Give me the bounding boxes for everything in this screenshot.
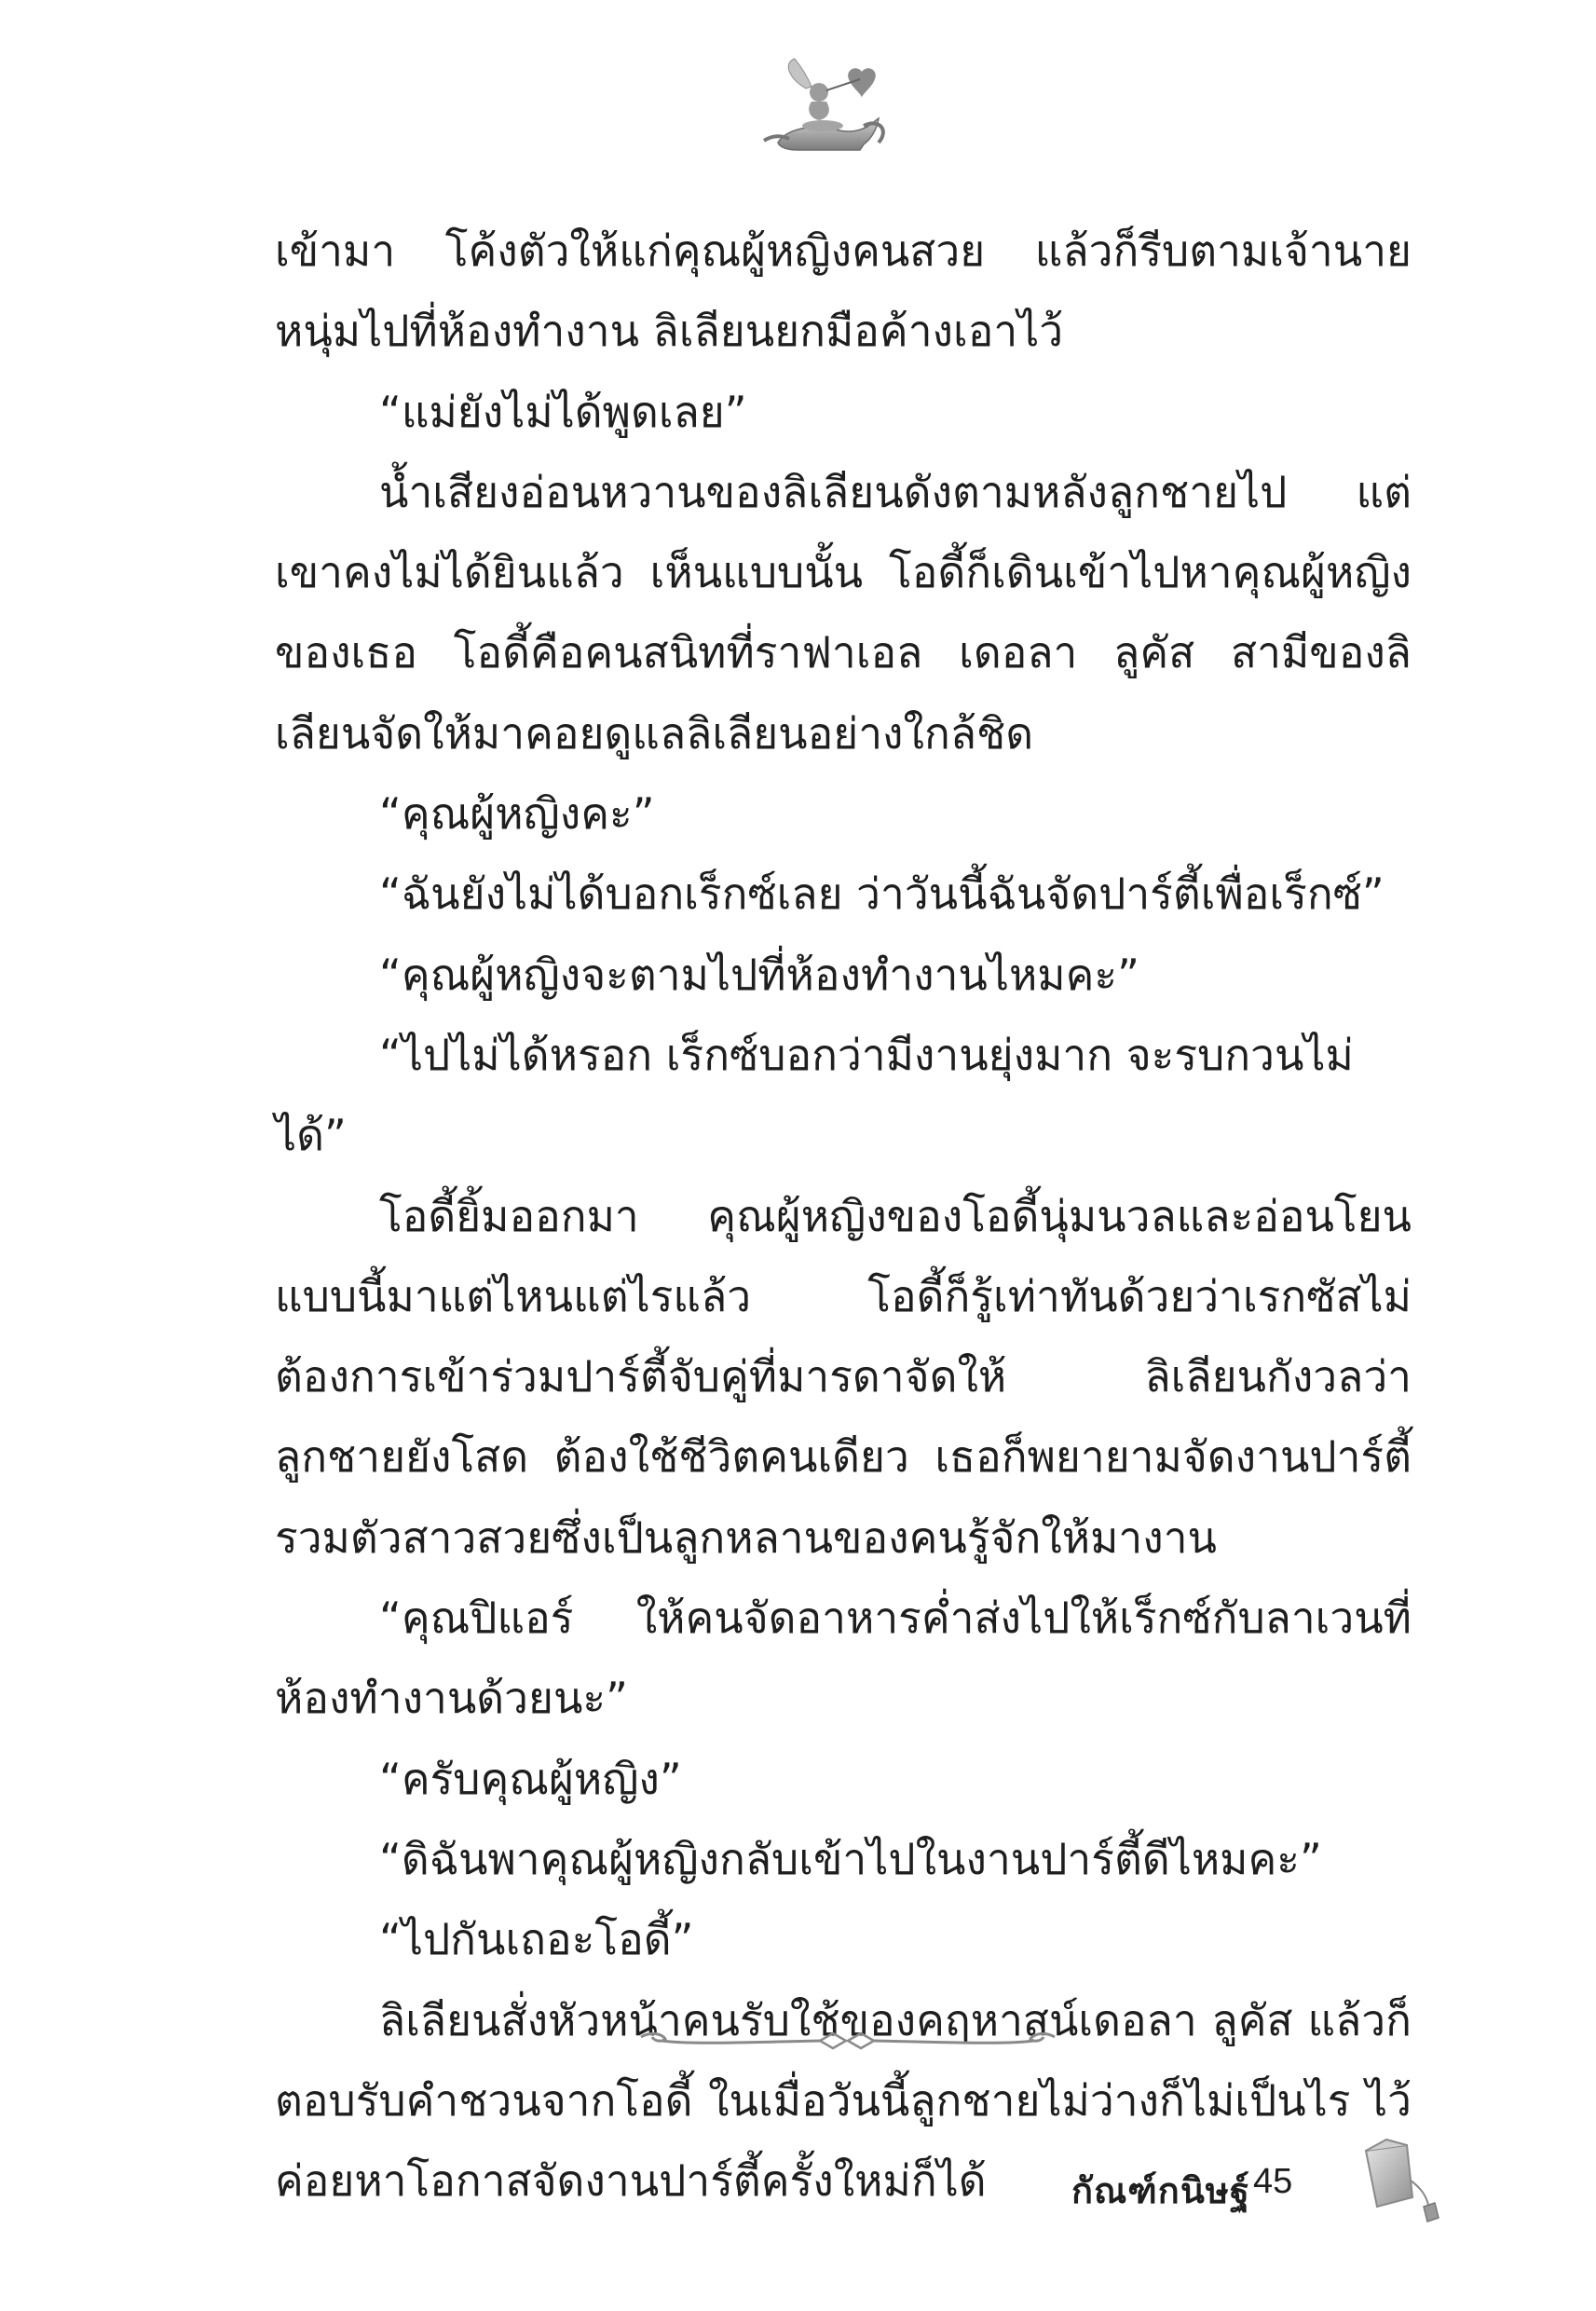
paragraph: “คุณผู้หญิงคะ” — [379, 788, 655, 840]
paragraph: “ดิฉันพาคุณผู้หญิงกลับเข้าไปในงานปาร์ตี้ดีไหมคะ” — [379, 1833, 1322, 1884]
page-number: 45 — [1253, 2162, 1293, 2201]
paragraph: “ไปไม่ได้หรอก เร็กซ์บอกว่ามีงานยุ่งมาก จะรบกวนไม่ได้” — [275, 1029, 1354, 1161]
paragraph: “แม่ยังไม่ได้พูดเลย” — [379, 386, 747, 437]
paragraph: “ไปกันเถอะโอดี้” — [379, 1914, 694, 1965]
ornamental-divider-icon — [634, 2024, 1062, 2058]
paragraph: “ฉันยังไม่ได้บอกเร็กซ์เลย ว่าวันนี้ฉันจัดปาร์ตี้เพื่อเร็กซ์” — [379, 868, 1385, 920]
tea-bag-icon — [1349, 2125, 1456, 2232]
paragraph: “คุณปิแอร์ ให้คนจัดอาหารค่ำส่งไปให้เร็กซ์กับลาเวนที่ห้องทำงานด้วยนะ” — [275, 1593, 1412, 1724]
paragraph: “คุณผู้หญิงจะตามไปที่ห้องทำงานไหมคะ” — [379, 949, 1139, 1000]
paragraph: น้ำเสียงอ่อนหวานของลิเลียนดังตามหลังลูกชายไป แต่เขาคงไม่ได้ยินแล้ว เห็นแบบนั้น โอดี้ก็เดินเข้าไปหาคุณผู้หญิงของเธอ โอดี้คือคนสนิทที่ราฟาเอล เดอลา ลูคัส สามีของลิเลียนจัดให้มาคอยดูแลลิเลียนอย่างใกล้ชิด — [275, 466, 1412, 759]
body-text — [275, 211, 1412, 2221]
cupid-teapot-icon — [759, 51, 899, 168]
paragraph: เข้ามา โค้งตัวให้แก่คุณผู้หญิงคนสวย แล้วก็รีบตามเจ้านายหนุ่มไปที่ห้องทำงาน ลิเลียนยกมือค้างเอาไว้ — [275, 226, 1412, 357]
paragraph: “ครับคุณผู้หญิง” — [379, 1753, 682, 1804]
paragraph: โอดี้ยิ้มออกมา คุณผู้หญิงของโอดี้นุ่มนวลและอ่อนโยนแบบนี้มาแต่ไหนแต่ไรแล้ว โอดี้ก็รู้เท่าทันด้วยว่าเรกซัสไม่ต้องการเข้าร่วมปาร์ตี้จับคู่ที่มารดาจัดให้ ลิเลียนกังวลว่าลูกชายยังโสด ต้องใช้ชีวิตคนเดียว เธอก็พยายามจัดงานปาร์ตี้ รวมตัวสาวสวยซึ่งเป็นลูกหลานของคนรู้จักให้มางาน — [275, 1190, 1412, 1563]
book-title: กัณฑ์กนิษฐ์ — [1071, 2170, 1250, 2211]
paragraph: ลิเลียนสั่งหัวหน้าคนรับใช้ของคฤหาสน์เดอลา ลูคัส แล้วก็ตอบรับคำชวนจากโอดี้ ในเมื่อวันนี้ลูกชายไม่ว่างก็ไม่เป็นไร ไว้ค่อยหาโอกาสจัดงานปาร์ตี้ครั้งใหม่ก็ได้ — [275, 1994, 1412, 2207]
